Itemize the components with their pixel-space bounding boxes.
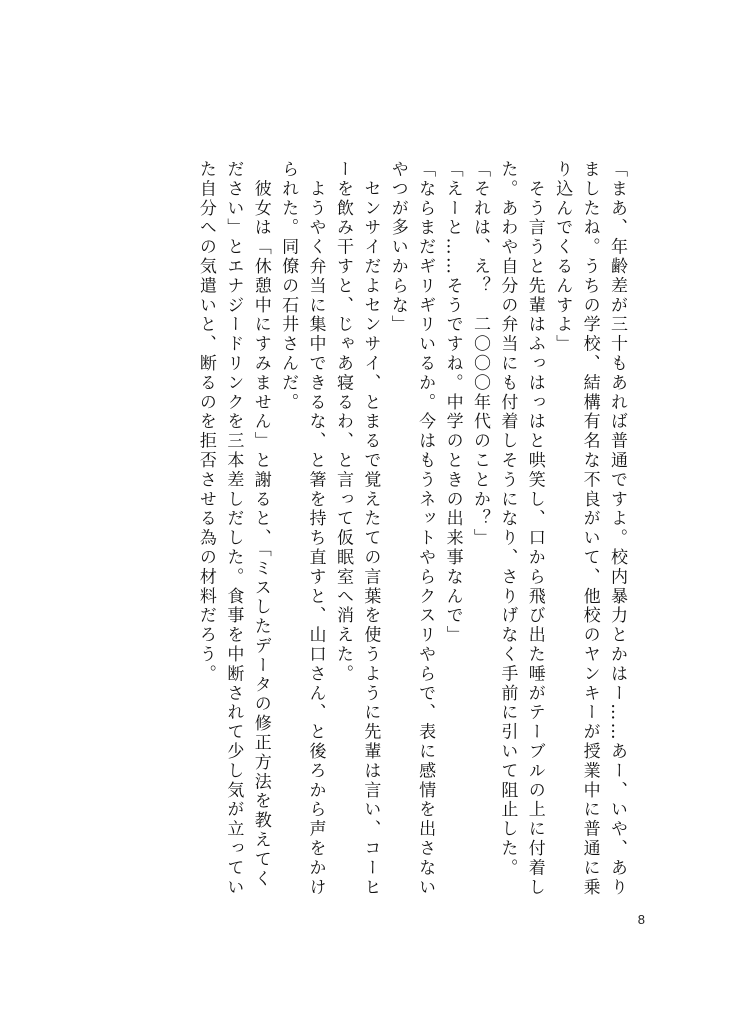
paragraph-1: 「まあ、年齢差が三十もあれば普通ですよ。校内暴力とかはー……あー、いや、ありましたね。うちの学校、結構有名な不良がいて、他校のヤンキーが授業中に普通に乗り込んでくるんすよ」	[552, 160, 627, 898]
paragraph-8: 彼女は「休憩中にすみません」と謝ると、「ミスしたデータの修正方法を教えてください」とエナジードリンクを三本差しだした。食事を中断されて少し気が立っていた自分への気遣いと、断るのを拒否させる為の材料だろう。	[195, 160, 271, 898]
page-number: 8	[637, 912, 645, 927]
paragraph-6: センサイだよセンサイ、とまるで覚えたての言葉を使うように先輩は言い、コーヒーを飲み干すと、じゃあ寝るわ、と言って仮眠室へ消えた。	[332, 160, 381, 898]
paragraph-2: そう言うと先輩はふっはっはと哄笑し、口から飛び出た唾がテーブルの上に付着した。あわや自分の弁当にも付着しそうになり、さりげなく手前に引いて阻止した。	[497, 160, 545, 898]
vertical-text-body	[150, 160, 630, 900]
paragraph-7: ようやく弁当に集中できるな、と箸を持ち直すと、山口さん、と後ろから声をかけられた。同僚の石井さんだ。	[278, 160, 326, 898]
paragraph-4: 「えーと……そうですね。中学のときの出来事なんで」	[442, 160, 463, 645]
paragraph-3: 「それは、え？ 二〇〇〇年代のことか？」	[469, 160, 490, 548]
paragraph-5: 「ならまだギリギリいるか。今はもうネットやらクスリやらで、表に感情を出さないやつが多いからな」	[387, 160, 436, 898]
